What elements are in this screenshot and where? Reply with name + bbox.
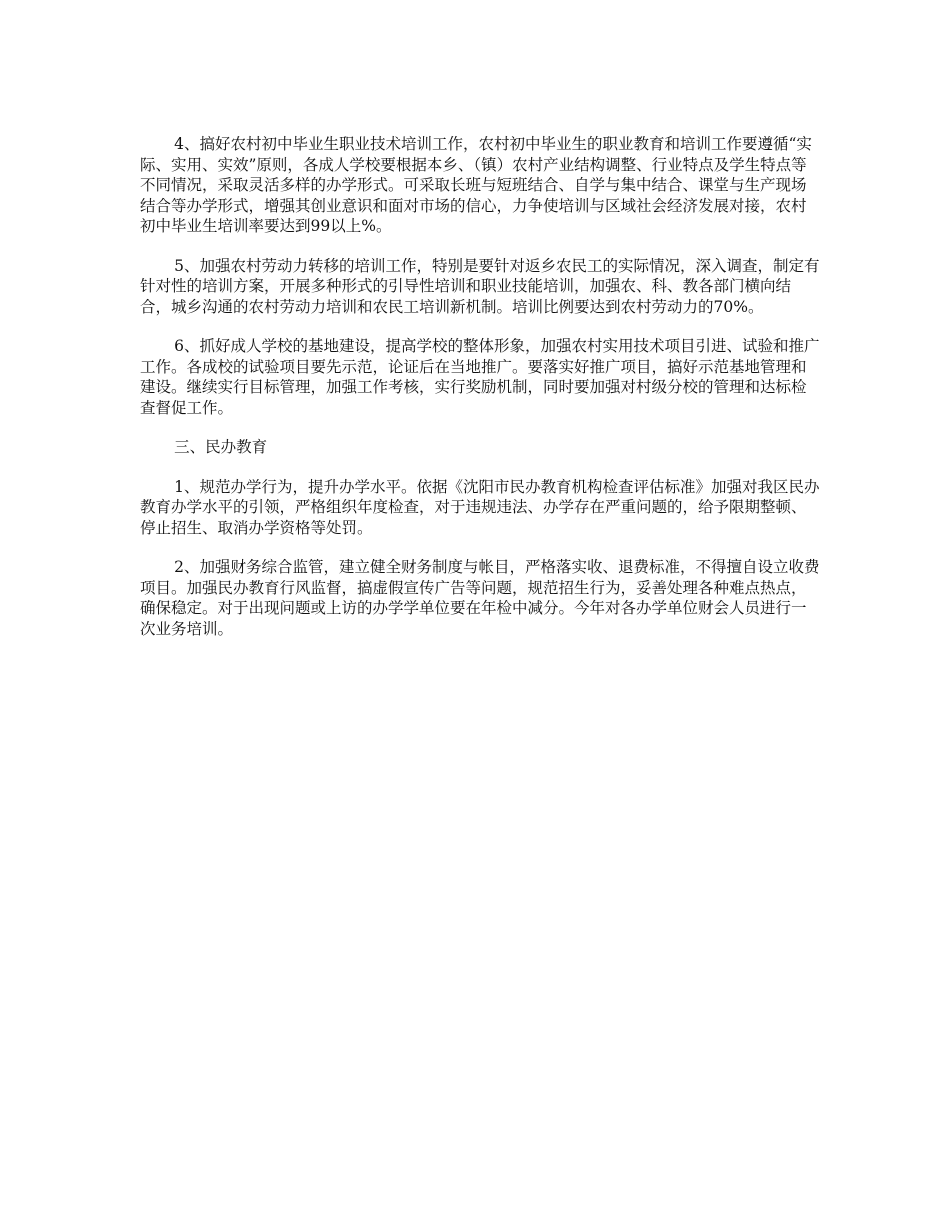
section-heading: 三、民办教育 (174, 438, 268, 456)
section-paragraph-2: 2、加强财务综合监管，建立健全财务制度与帐目，严格落实收、退费标准，不得擅自设立收费项目。加强民办教育行风监督，搞虚假宣传广告等问题，规范招生行为，妥善处理各种难点热点，确保稳定。对于出现问题或上访的办学学单位要在年检中减分。今年对各办学单位财会人员进行一次业务培训。 (140, 558, 820, 638)
document-body (140, 134, 820, 658)
paragraph-item-4: 4、搞好农村初中毕业生职业技术培训工作，农村初中毕业生的职业教育和培训工作要遵循“实际、实用、实效”原则，各成人学校要根据本乡、（镇）农村产业结构调整、行业特点及学生特点等不同情况，采取灵活多样的办学形式。可采取长班与短班结合、自学与集中结合、课堂与生产现场结合等办学形式，增强其创业意识和面对市场的信心，力争使培训与区域社会经济发展对接，农村初中毕业生培训率要达到99以上%。 (140, 135, 812, 235)
paragraph-item-5: 5、加强农村劳动力转移的培训工作，特别是要针对返乡农民工的实际情况，深入调查，制定有针对性的培训方案，开展多种形式的引导性培训和职业技能培训，加强农、科、教各部门横向结合，城乡沟通的农村劳动力培训和农民工培训新机制。培训比例要达到农村劳动力的70%。 (140, 256, 820, 316)
paragraph-item-6: 6、抓好成人学校的基地建设，提高学校的整体形象，加强农村实用技术项目引进、试验和推广工作。各成校的试验项目要先示范，论证后在当地推广。要落实好推广项目，搞好示范基地管理和建设。继续实行目标管理，加强工作考核，实行奖励机制，同时要加强对村级分校的管理和达标检查督促工作。 (140, 337, 820, 417)
section-paragraph-1: 1、规范办学行为，提升办学水平。依据《沈阳市民办教育机构检查评估标准》加强对我区民办教育办学水平的引领，严格组织年度检查，对于违规违法、办学存在严重问题的，给予限期整顿、停止招生、取消办学资格等处罚。 (140, 477, 820, 537)
